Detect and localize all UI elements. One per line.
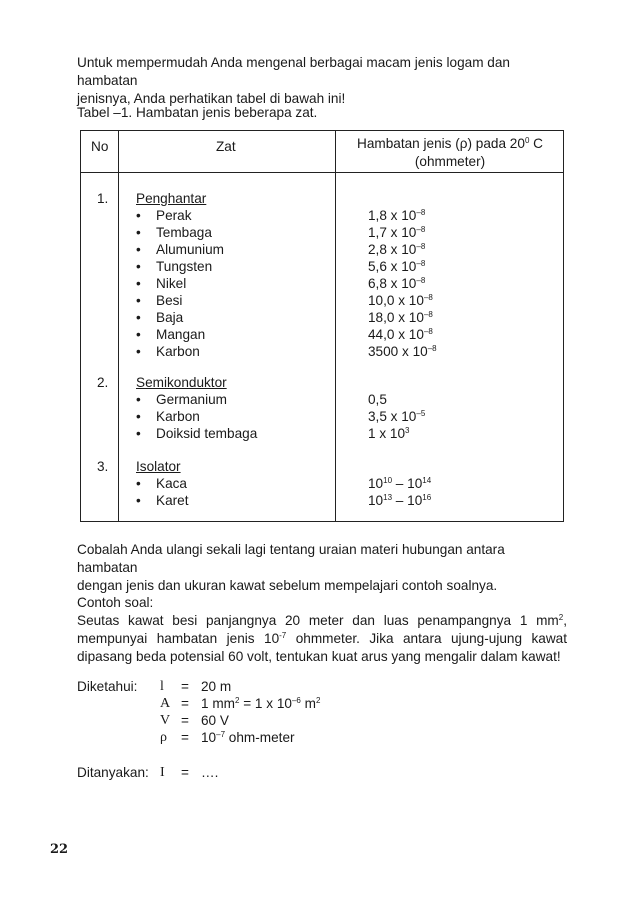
bullet-icon: • bbox=[136, 476, 141, 491]
value: 2,8 x $10^{-8}$ bbox=[368, 242, 426, 257]
header-resistivity-text: Hambatan jenis (ρ) pada 20 bbox=[357, 136, 525, 151]
example-line-1: Seutas kawat besi panjangnya 20 meter dan luas penampangnya 1 $mm^2$, bbox=[77, 613, 567, 628]
instruction-line-2: dengan jenis dan ukuran kawat sebelum mempelajari contoh soalnya. bbox=[77, 578, 498, 593]
given-values bbox=[201, 678, 320, 746]
value: 1,7 x $10^{-8}$ bbox=[368, 225, 426, 240]
asked-label: Ditanyakan: bbox=[77, 765, 149, 780]
list-item: • Mangan bbox=[136, 327, 206, 342]
header-zat: Zat bbox=[216, 139, 236, 154]
value: 10,0 x $10^{-8}$ bbox=[368, 293, 433, 308]
value: 3,5 x $10^{-5}$ bbox=[368, 409, 426, 424]
list-item: • Tungsten bbox=[136, 259, 213, 274]
list-item: • Kaca bbox=[136, 476, 187, 491]
asked-value: …. bbox=[201, 765, 219, 780]
value-length: 20 m bbox=[201, 679, 232, 694]
group-name: Isolator bbox=[136, 459, 181, 474]
header-degree-sup: 0 bbox=[524, 136, 530, 145]
symbol-area: A bbox=[160, 696, 171, 711]
list-item: • Karbon bbox=[136, 409, 200, 424]
bullet-icon: • bbox=[136, 242, 141, 257]
value: 18,0 x $10^{-8}$ bbox=[368, 310, 433, 325]
intro-paragraph bbox=[77, 54, 567, 108]
header-no: No bbox=[91, 139, 109, 154]
instruction-line-1: Cobalah Anda ulangi sekali lagi tentang uraian materi hubungan antara hambatan bbox=[77, 542, 505, 575]
bullet-icon: • bbox=[136, 259, 141, 274]
bullet-icon: • bbox=[136, 327, 141, 342]
asked-equals: = bbox=[181, 765, 189, 780]
example-line-3: dipasang beda potensial 60 volt, tentukan kuat arus yang mengalir dalam kawat! bbox=[77, 649, 561, 664]
bullet-icon: • bbox=[136, 493, 141, 508]
example-line-2: mempunyai hambatan jenis $10^{-7}$ ohmmeter. Jika antara ujung-ujung kawat bbox=[77, 631, 567, 646]
intro-line-1: Untuk mempermudah Anda mengenal berbagai macam jenis logam dan hambatan bbox=[77, 55, 510, 88]
value: 6,8 x $10^{-8}$ bbox=[368, 276, 426, 291]
symbol-resistivity: ρ bbox=[160, 730, 167, 745]
symbol-voltage: V bbox=[160, 713, 171, 728]
list-item: • Besi bbox=[136, 293, 183, 308]
group-isolator bbox=[136, 458, 189, 509]
values-semikonduktor bbox=[368, 391, 425, 442]
example-problem bbox=[77, 594, 567, 666]
bullet-icon: • bbox=[136, 293, 141, 308]
bullet-icon: • bbox=[136, 392, 141, 407]
value-area: 1 $mm^2 = 1$ x $10^{-6}$ $m^2$ bbox=[201, 696, 321, 711]
list-item: • Tembaga bbox=[136, 225, 212, 240]
given-equals: = = = = bbox=[181, 679, 189, 745]
list-item: • Nikel bbox=[136, 276, 187, 291]
values-isolator bbox=[368, 475, 431, 509]
symbol-length: l bbox=[160, 679, 164, 694]
header-divider bbox=[81, 172, 563, 173]
intro-line-2: jenisnya, Anda perhatikan tabel di bawah ini! bbox=[77, 91, 346, 106]
asked-symbol: I bbox=[160, 765, 165, 780]
value: $10^{13} - 10^{16}$ bbox=[368, 493, 432, 508]
group-number: 2. bbox=[97, 375, 109, 390]
value: 44,0 x $10^{-8}$ bbox=[368, 327, 433, 342]
value-voltage: 60 V bbox=[201, 713, 229, 728]
example-heading: Contoh soal: bbox=[77, 595, 154, 610]
bullet-icon: • bbox=[136, 276, 141, 291]
list-item: • Perak bbox=[136, 208, 192, 223]
list-item: • Alumunium bbox=[136, 242, 224, 257]
group-number: 1. bbox=[97, 191, 109, 206]
group-penghantar bbox=[136, 190, 224, 360]
value-resistivity: $10^{-7}$ ohm-meter bbox=[201, 730, 295, 745]
list-item: • Doiksid tembaga bbox=[136, 426, 258, 441]
value: 1 x $10^3$ bbox=[368, 426, 410, 441]
header-unit: C bbox=[529, 136, 543, 151]
values-penghantar bbox=[368, 207, 437, 360]
list-item: • Baja bbox=[136, 310, 184, 325]
list-item: • Germanium bbox=[136, 392, 228, 407]
header-resistivity bbox=[335, 135, 565, 171]
page-number: 22 bbox=[50, 842, 69, 857]
value: $10^{10} - 10^{14}$ bbox=[368, 476, 432, 491]
given-label: Diketahui: bbox=[77, 679, 138, 694]
value: 5,6 x $10^{-8}$ bbox=[368, 259, 426, 274]
group-name: Semikonduktor bbox=[136, 375, 227, 390]
list-item: • Karet bbox=[136, 493, 189, 508]
bullet-icon: • bbox=[136, 225, 141, 240]
bullet-icon: • bbox=[136, 208, 141, 223]
header-resistivity-unit: (ohmmeter) bbox=[414, 154, 486, 169]
resistivity-table bbox=[80, 130, 564, 522]
column-divider-zat bbox=[335, 131, 336, 521]
value: 1,8 x $10^{-8}$ bbox=[368, 208, 426, 223]
group-semikonduktor bbox=[136, 374, 257, 442]
given-symbols bbox=[160, 678, 170, 746]
bullet-icon: • bbox=[136, 310, 141, 325]
group-number: 3. bbox=[97, 459, 109, 474]
bullet-icon: • bbox=[136, 344, 141, 359]
value: 3500 x $10^{-8}$ bbox=[368, 344, 437, 359]
instruction-paragraph bbox=[77, 541, 567, 595]
table-caption: Tabel –1. Hambatan jenis beberapa zat. bbox=[77, 105, 318, 120]
bullet-icon: • bbox=[136, 409, 141, 424]
list-item: • Karbon bbox=[136, 344, 200, 359]
group-name: Penghantar bbox=[136, 191, 207, 206]
value: 0,5 bbox=[368, 392, 387, 407]
column-divider-no bbox=[118, 131, 119, 521]
bullet-icon: • bbox=[136, 426, 141, 441]
